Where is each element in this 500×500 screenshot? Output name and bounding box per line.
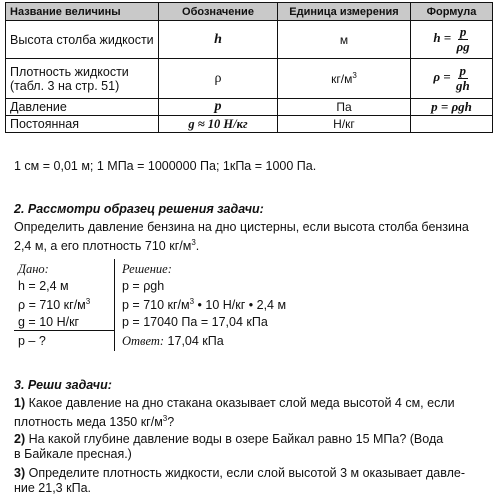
task-item [14, 466, 494, 496]
cell-name-line2: (табл. 3 на стр. 51) [10, 78, 120, 93]
col-header-formula: Формула [411, 3, 493, 21]
given-item-text: ρ = 710 кг/м [18, 298, 86, 313]
cell-unit: м [278, 21, 411, 59]
exponent: 3 [85, 297, 91, 306]
exponent: 3 [191, 238, 196, 247]
given-item: g = 10 Н/кг [18, 315, 80, 329]
formula-fraction [456, 64, 470, 92]
given-divider-horizontal [14, 330, 114, 331]
unit-conversions: 1 см = 0,01 м; 1 МПа = 1000000 Па; 1кПа = 1000 Па. [14, 159, 317, 173]
given-item [18, 297, 90, 312]
unit-exponent: 3 [352, 71, 357, 80]
formula-lhs: ρ = [433, 69, 451, 85]
task-text: плотность меда 1350 кг/м [14, 415, 163, 430]
col-header-symbol: Обозначение [159, 3, 278, 21]
answer-value: 17,04 кПа [167, 334, 224, 348]
given-unknown: p – ? [18, 334, 46, 348]
unit-text: кг/м [331, 72, 353, 86]
formula-lhs: h = [433, 30, 452, 46]
table-row [6, 116, 493, 133]
task-line: в Байкале пресная.) [14, 447, 132, 461]
task-number: 1) [14, 396, 26, 410]
task-line: ние 21,3 кПа. [14, 481, 91, 495]
task-text-end: ? [167, 415, 175, 430]
task-text: На какой глубине давление воды в озере Байкал равно 15 МПа? (Вода [28, 432, 444, 446]
example-problem-text [14, 220, 492, 254]
exponent: 3 [162, 414, 168, 423]
solution-step-text: p = 710 кг/м [122, 298, 190, 313]
task-item [14, 396, 494, 430]
task-text: Какое давление на дно стакана оказывает слой меда высотой 4 см, если [28, 396, 455, 410]
cell-unit: Н/кг [278, 116, 411, 133]
answer-line [122, 334, 224, 349]
task-line [14, 411, 494, 430]
table-row [6, 99, 493, 116]
fraction-numerator: p [459, 63, 467, 79]
cell-unit: Па [278, 99, 411, 116]
problem-line2 [14, 235, 492, 254]
task-number: 2) [14, 432, 26, 446]
cell-formula [411, 21, 493, 59]
cell-name: Давление [6, 99, 159, 116]
reference-table [5, 2, 493, 133]
section-3-heading: 3. Реши задачи: [14, 378, 112, 392]
task-line [14, 396, 494, 411]
formula-fraction [456, 25, 469, 53]
cell-name [6, 59, 159, 99]
fraction-denominator: gh [455, 78, 470, 93]
col-header-unit: Единица измерения [278, 3, 411, 21]
cell-symbol: h [159, 21, 278, 59]
solution-step-text: • 10 Н/кг • 2,4 м [194, 298, 287, 313]
solution-step: p = 17040 Па = 17,04 кПа [122, 315, 268, 329]
answer-label: Ответ: [122, 334, 165, 348]
given-label: Дано: [18, 262, 49, 276]
cell-formula [411, 59, 493, 99]
task-text: Определите плотность жидкости, если слой высотой 3 м оказывает давле- [28, 466, 466, 480]
cell-symbol: p [159, 99, 278, 116]
table-row [6, 21, 493, 59]
cell-symbol: g ≈ 10 Н/кг [159, 116, 278, 133]
solution-step: p = ρgh [122, 279, 165, 293]
table-header-row [6, 3, 493, 21]
task-item [14, 432, 494, 462]
task-number: 3) [14, 466, 26, 480]
cell-formula: p = ρgh [411, 99, 493, 116]
solution-step [122, 297, 286, 312]
fraction-numerator: p [459, 24, 467, 40]
problem-line2-end: . [195, 239, 200, 254]
problem-line1: Определить давление бензина на дно цистерны, если высота столба бензина [14, 220, 469, 234]
section-2-heading: 2. Рассмотри образец решения задачи: [14, 202, 264, 216]
table-row [6, 59, 493, 99]
cell-formula [411, 116, 493, 133]
solution-label: Решение: [122, 262, 172, 276]
problem-line2-text: 2,4 м, а его плотность 710 кг/м [14, 239, 192, 254]
exponent: 3 [189, 297, 195, 306]
cell-unit [278, 59, 411, 99]
given-divider-vertical [114, 259, 115, 351]
fraction-denominator: ρg [456, 39, 470, 54]
col-header-name: Название величины [6, 3, 159, 21]
task-line [14, 432, 494, 447]
cell-name: Постоянная [6, 116, 159, 133]
cell-name-line1: Плотность жидкости [10, 64, 129, 79]
cell-symbol: ρ [159, 59, 278, 99]
cell-name: Высота столба жидкости [6, 21, 159, 59]
task-line [14, 466, 494, 481]
given-item: h = 2,4 м [18, 279, 69, 293]
